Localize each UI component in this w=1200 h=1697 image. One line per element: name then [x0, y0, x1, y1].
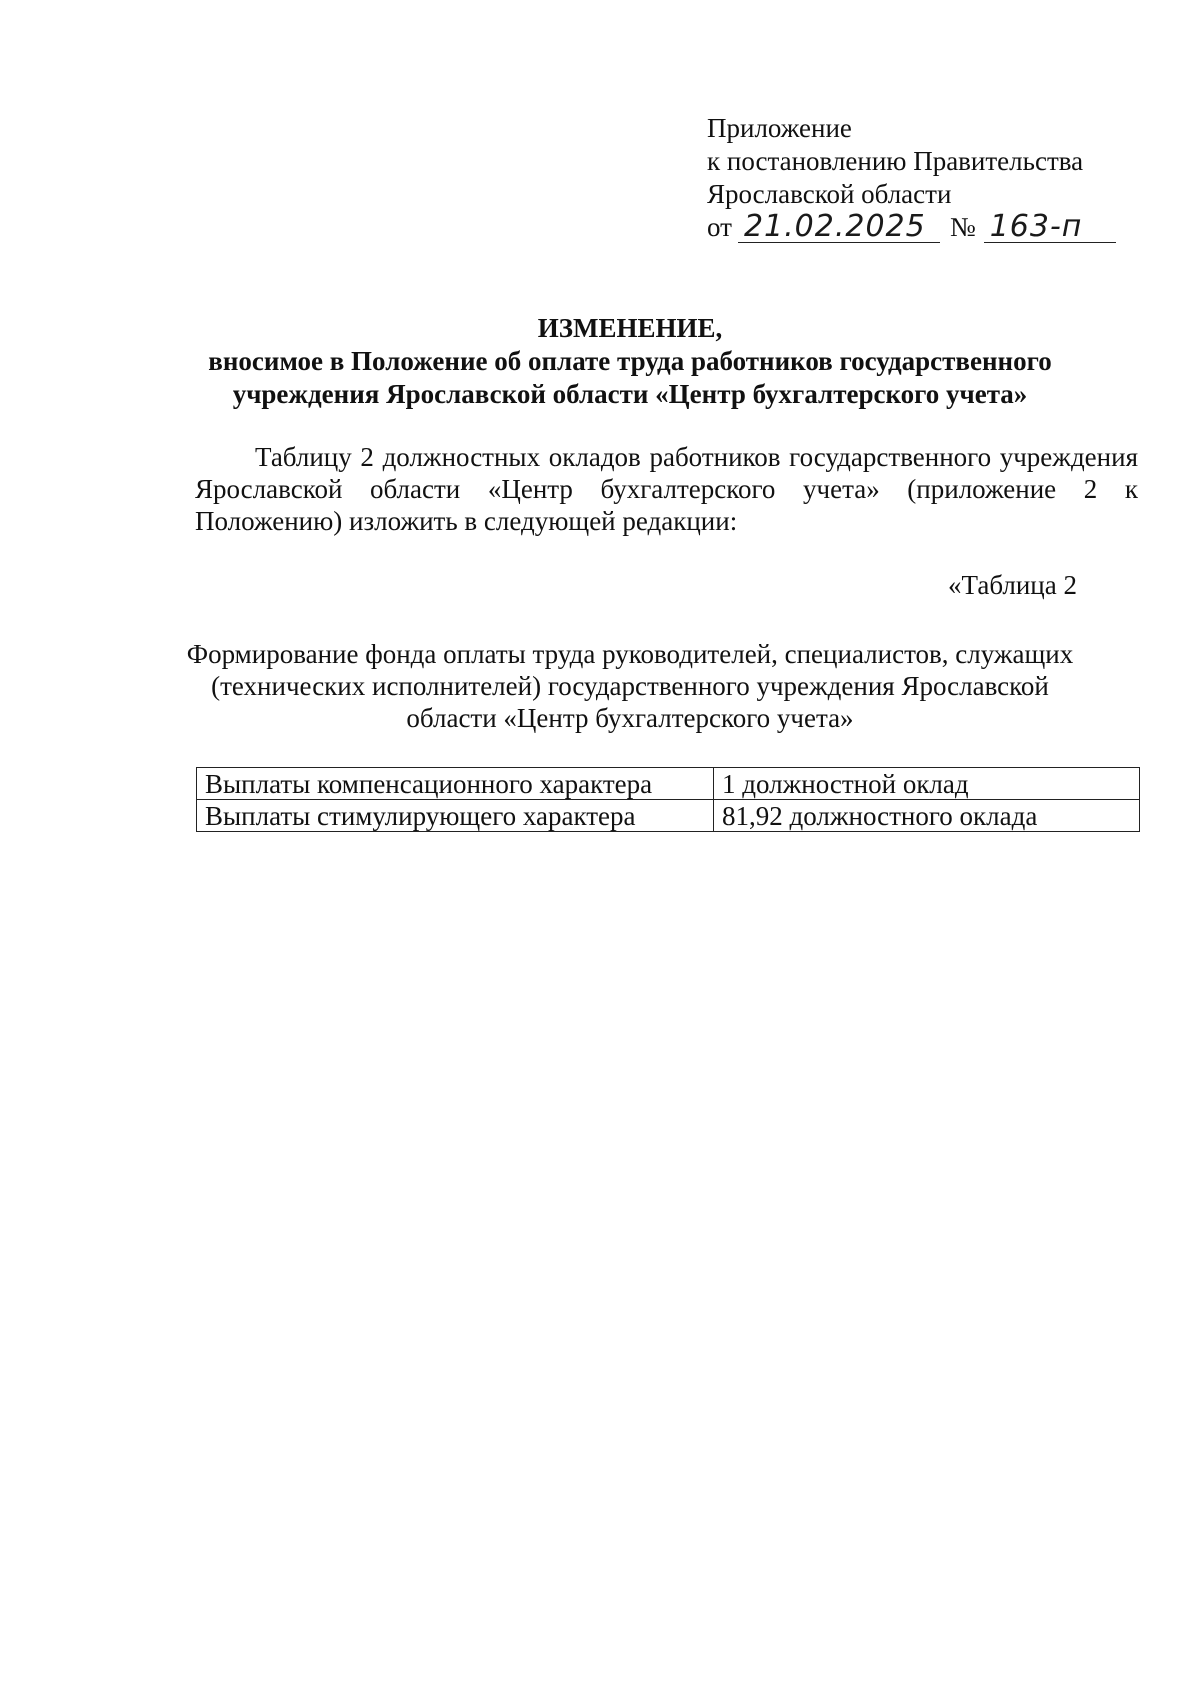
- table-row: [197, 800, 1140, 832]
- payments-table: [196, 767, 1140, 832]
- handwritten-number: 163-п: [984, 212, 1116, 243]
- date-prefix: от: [707, 212, 732, 242]
- title-line-1: вносимое в Положение об оплате труда работников государственного: [208, 346, 1052, 376]
- annex-line-1: Приложение: [707, 113, 852, 143]
- annex-date-line: [707, 211, 1116, 244]
- table-caption: [150, 638, 1110, 734]
- document-title: [150, 312, 1110, 411]
- handwritten-date: 21.02.2025: [738, 212, 940, 243]
- table-reference: «Таблица 2: [948, 570, 1077, 600]
- caption-line-3: области «Центр бухгалтерского учета»: [406, 703, 854, 733]
- annex-line-3: Ярославской области: [707, 179, 952, 209]
- row-label: Выплаты стимулирующего характера: [197, 800, 714, 832]
- caption-line-2: (технических исполнителей) государственного учреждения Ярославской: [211, 671, 1049, 701]
- annex-line-2: к постановлению Правительства: [707, 146, 1084, 176]
- caption-line-1: Формирование фонда оплаты труда руководителей, специалистов, служащих: [186, 639, 1074, 669]
- row-label: Выплаты компенсационного характера: [197, 768, 714, 800]
- row-value: 1 должностной оклад: [714, 768, 1140, 800]
- table-row: [197, 768, 1140, 800]
- row-value: 81,92 должностного оклада: [714, 800, 1140, 832]
- number-prefix: №: [949, 212, 976, 242]
- title-line-2: учреждения Ярославской области «Центр бухгалтерского учета»: [232, 379, 1028, 409]
- annex-block: [707, 112, 1116, 244]
- title-heading: ИЗМЕНЕНИЕ,: [537, 313, 723, 343]
- body-paragraph: Таблицу 2 должностных окладов работников государственного учреждения Ярославской области «Центр бухгалтерского учета» (приложение 2 к Положению) изложить в следующей редакции:: [195, 442, 1138, 536]
